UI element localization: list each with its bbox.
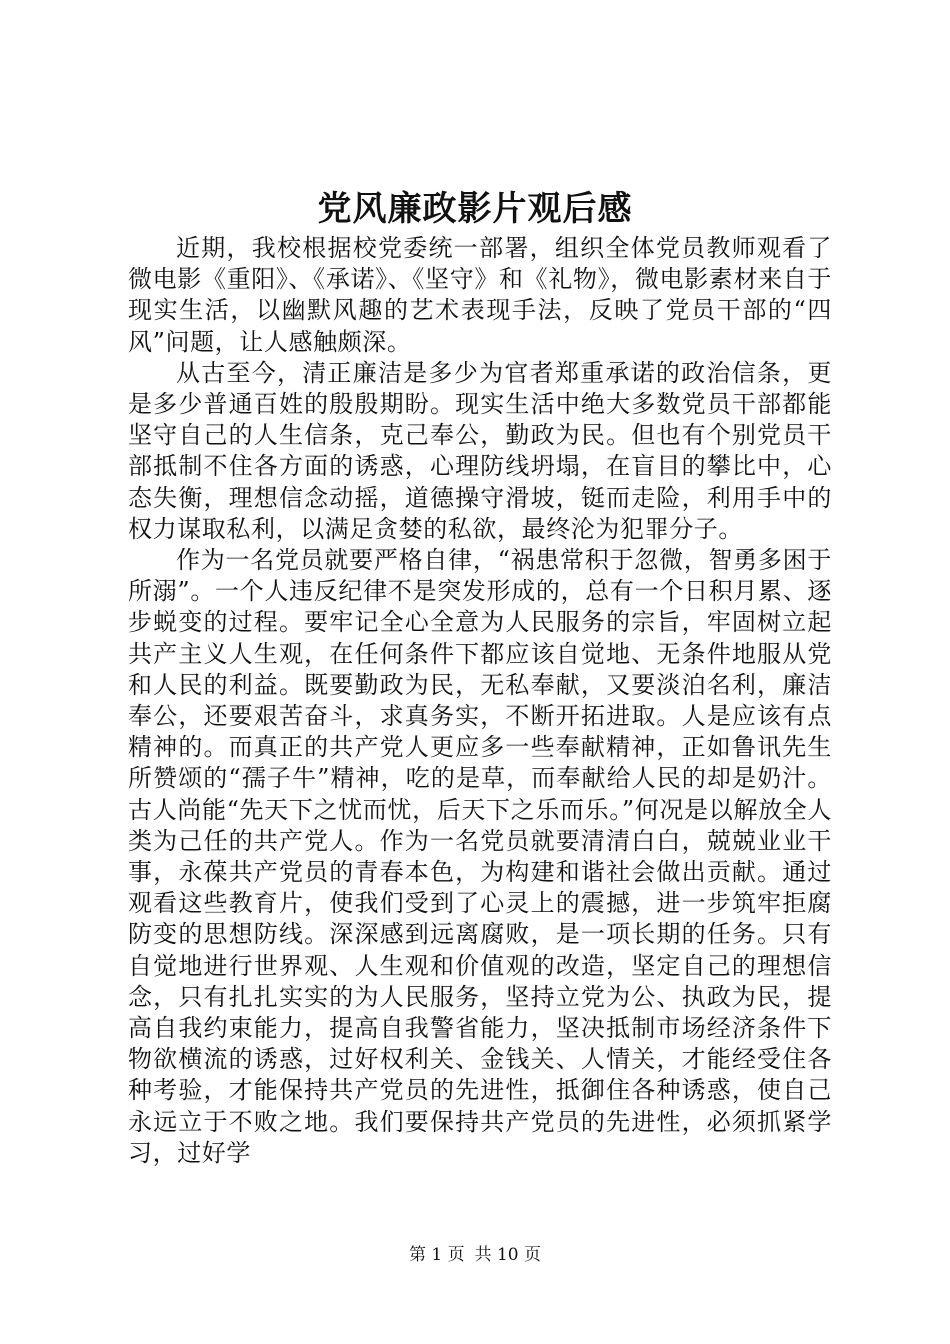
document-body: [128, 233, 832, 1169]
document-title: 党风廉政影片观后感: [317, 189, 633, 229]
paragraph-3: 作为一名党员就要严格自律，“祸患常积于忽微，智勇多困于所溺”。一个人违反纪律不是突发形成的，总有一个日积月累、逐步蜕变的过程。要牢记全心全意为人民服务的宗旨，牢固树立起共产主义人生观，在任何条件下都应该自觉地、无条件地服从党和人民的利益。既要勤政为民，无私奉献，又要淡泊名利，廉洁奉公，还要艰苦奋斗，求真务实，不断开拓进取。人是应该有点精神的。而真正的共产党人更应多一些奉献精神，正如鲁讯先生所赞颂的“孺子牛”精神，吃的是草，而奉献给人民的却是奶汁。古人尚能“先天下之忧而忧，后天下之乐而乐。”何况是以解放全人类为己任的共产党人。作为一名党员就要清清白白，兢兢业业干事，永葆共产党员的青春本色，为构建和谐社会做出贡献。通过观看这些教育片，使我们受到了心灵上的震撼，进一步筑牢拒腐防变的思想防线。深深感到远离腐败，是一项长期的任务。只有自觉地进行世界观、人生观和价值观的改造，坚定自己的理想信念，只有扎扎实实的为人民服务，坚持立党为公、执政为民，提高自我约束能力，提高自我警省能力，坚决抵制市场经济条件下物欲横流的诱惑，过好权利关、金钱关、人情关，才能经受住各种考验，才能保持共产党员的先进性，抵御住各种诱惑，使自己永远立于不败之地。我们要保持共产党员的先进性，必须抓紧学习，过好学: [128, 546, 832, 1167]
paragraph-1: 近期，我校根据校党委统一部署，组织全体党员教师观看了微电影《重阳》、《承诺》、《坚守》和《礼物》，微电影素材来自于现实生活，以幽默风趣的艺术表现手法，反映了党员干部的“四风”问题，让人感触颇深。: [128, 234, 832, 356]
page-total: 共 10 页: [474, 1245, 542, 1265]
page-footer: [0, 1244, 950, 1266]
page-number: 第 1 页: [408, 1245, 465, 1265]
paragraph-2: 从古至今，清正廉洁是多少为官者郑重承诺的政治信条，更是多少普通百姓的殷殷期盼。现实生活中绝大多数党员干部都能坚守自己的人生信条，克己奉公，勤政为民。但也有个别党员干部抵制不住各方面的诱惑，心理防线坍塌，在盲目的攀比中，心态失衡，理想信念动摇，道德操守滑坡，铤而走险，利用手中的权力谋取私利，以满足贪婪的私欲，最终沦为犯罪分子。: [128, 358, 832, 543]
